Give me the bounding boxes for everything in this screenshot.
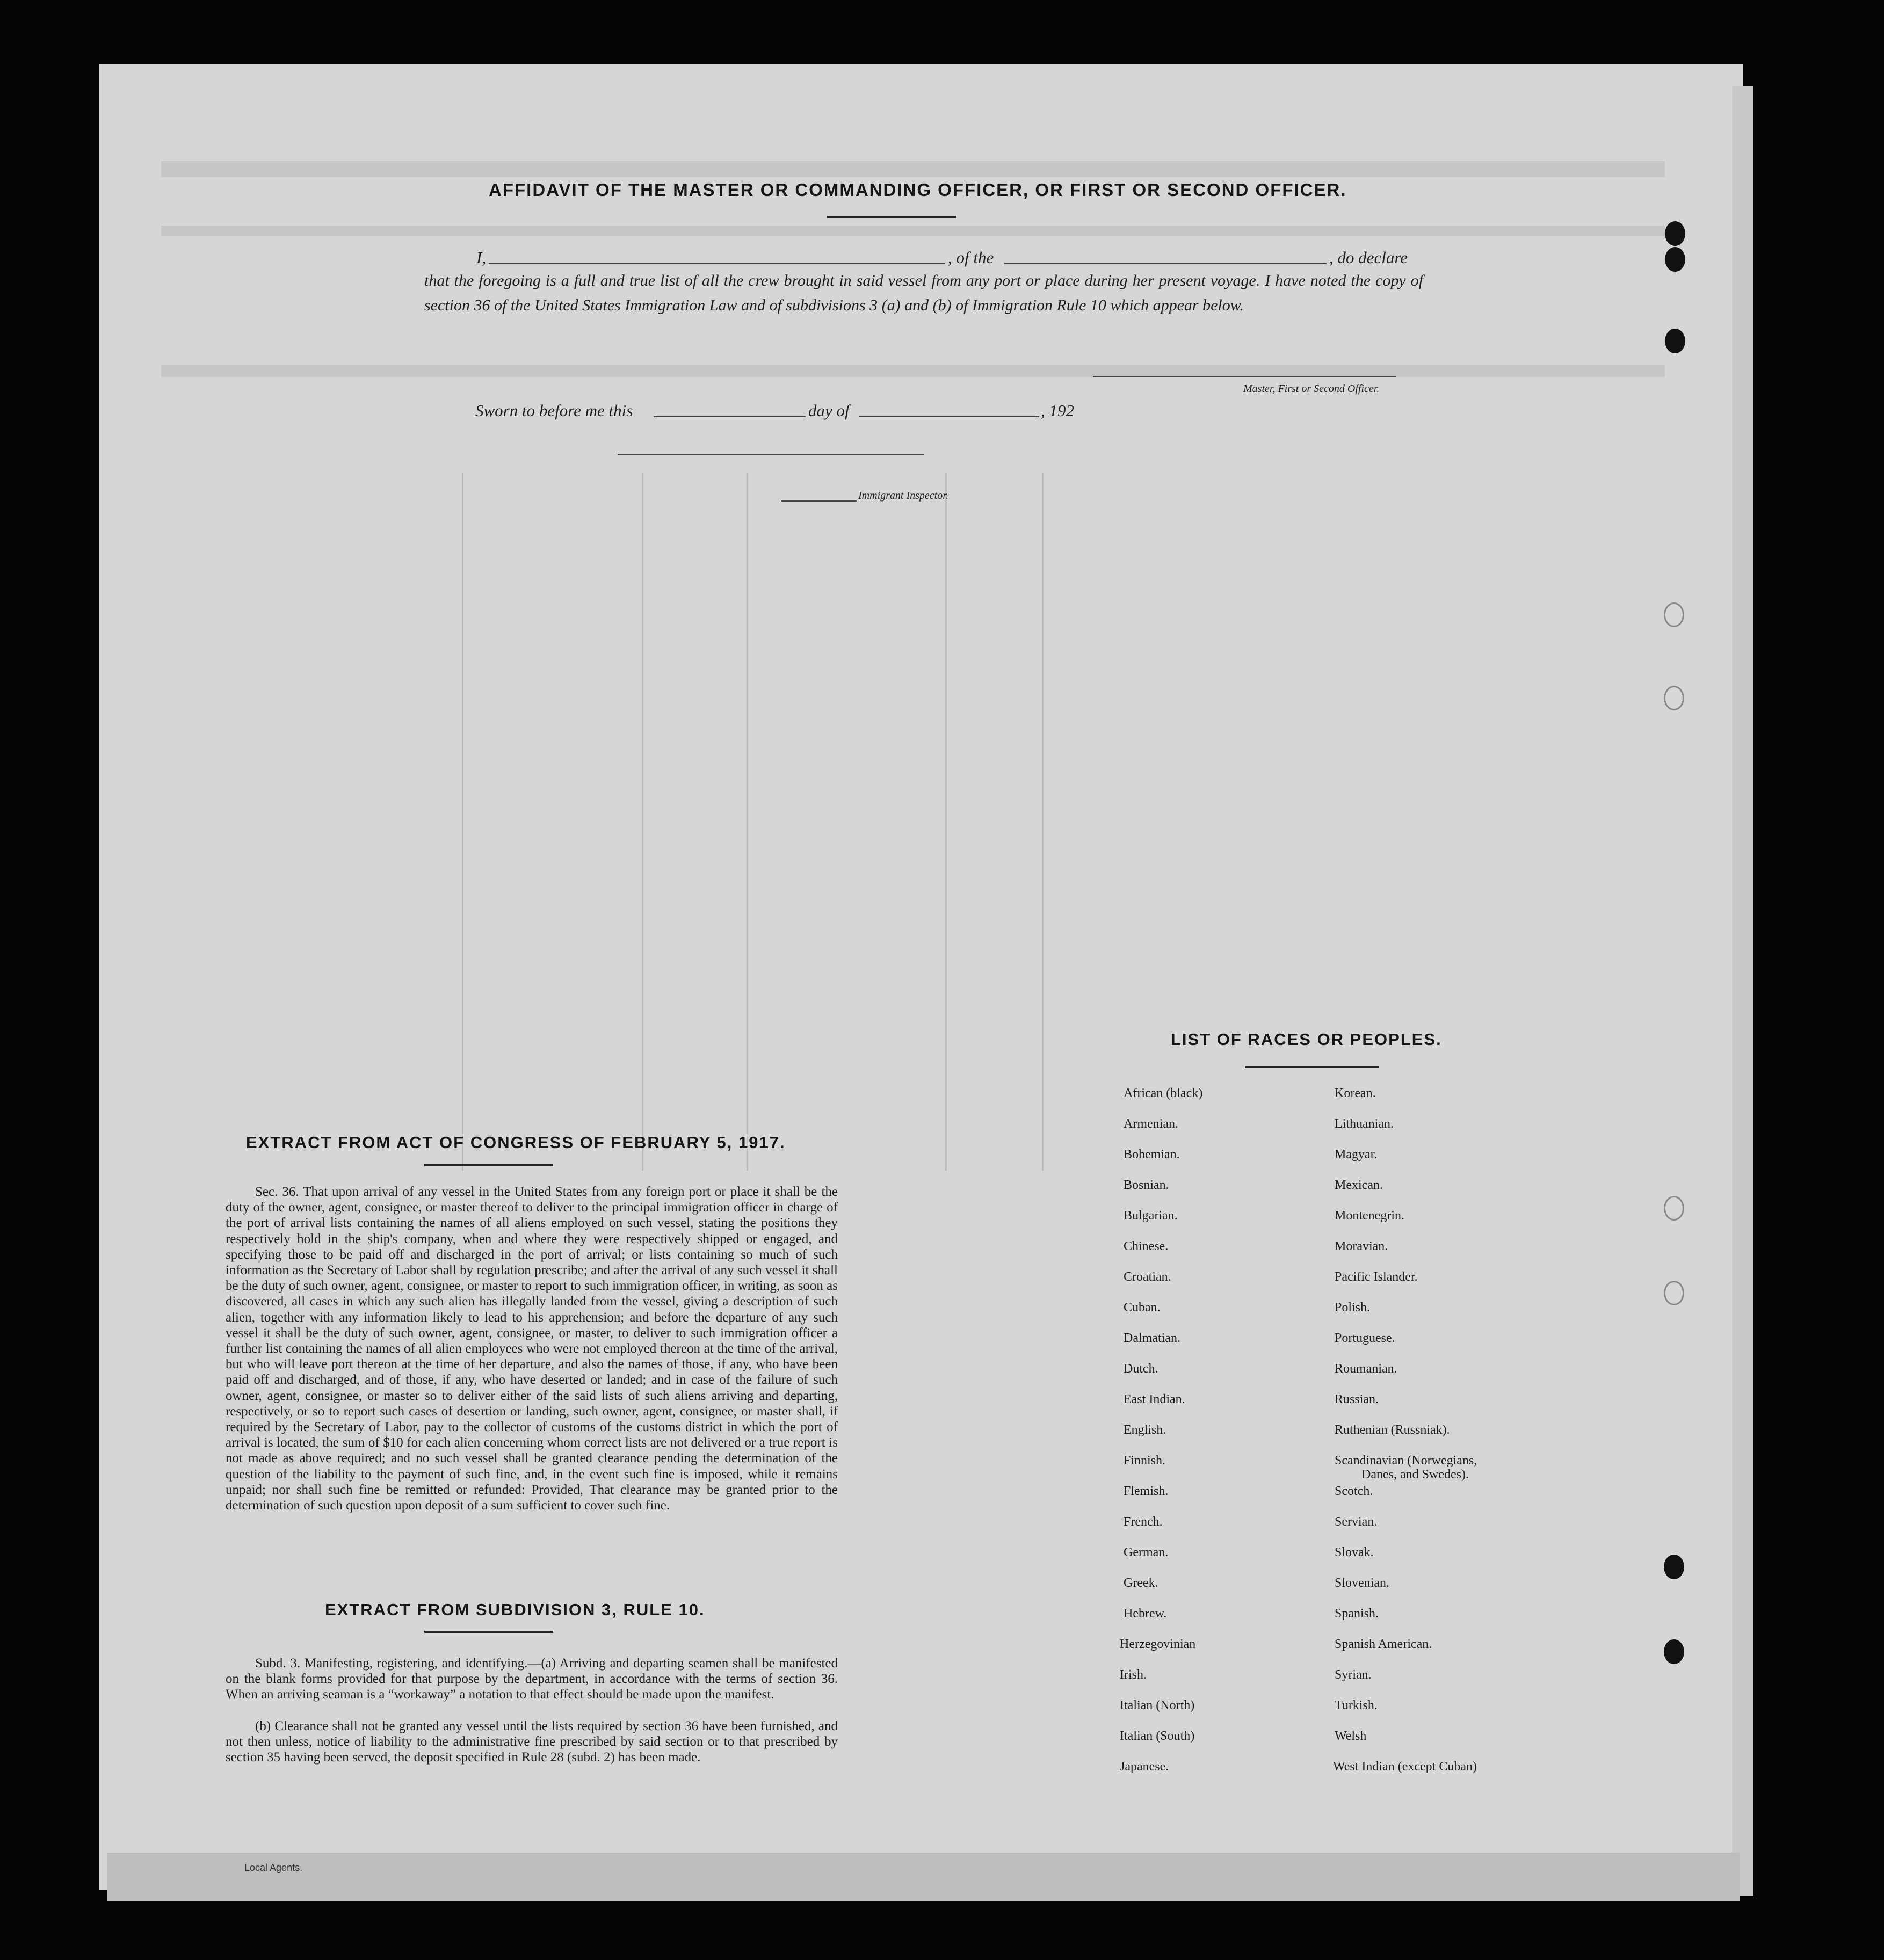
sworn-day: day of xyxy=(808,401,850,420)
race-item: Italian (North) xyxy=(1120,1698,1195,1712)
local-agents-label: Local Agents. xyxy=(244,1862,303,1873)
race-item: Montenegrin. xyxy=(1335,1209,1404,1223)
race-item: Chinese. xyxy=(1124,1239,1169,1253)
race-item: Bohemian. xyxy=(1124,1148,1180,1162)
race-item: English. xyxy=(1124,1423,1166,1437)
rule-title-underline xyxy=(424,1631,553,1633)
race-item: Roumanian. xyxy=(1335,1362,1397,1376)
affidavit-i: I, xyxy=(476,248,487,267)
race-item: East Indian. xyxy=(1124,1392,1185,1406)
race-item: Dutch. xyxy=(1124,1362,1158,1376)
race-item: Ruthenian (Russniak). xyxy=(1335,1423,1450,1437)
race-item: Scandinavian (Norwegians, xyxy=(1335,1454,1477,1468)
inspector-name-line[interactable] xyxy=(781,500,857,502)
binder-hole xyxy=(1665,329,1685,353)
race-item: Bosnian. xyxy=(1124,1178,1169,1192)
sheet-edge xyxy=(1732,86,1753,1896)
race-item: Welsh xyxy=(1335,1729,1367,1743)
race-item: Cuban. xyxy=(1124,1301,1161,1315)
race-item: Pacific Islander. xyxy=(1335,1270,1418,1284)
bleed-through-header xyxy=(161,226,1665,236)
name-blank[interactable] xyxy=(489,263,945,264)
race-item: Bulgarian. xyxy=(1124,1209,1178,1223)
vessel-blank[interactable] xyxy=(1004,263,1327,264)
rule-title: EXTRACT FROM SUBDIVISION 3, RULE 10. xyxy=(325,1600,705,1619)
race-item: Spanish. xyxy=(1335,1607,1379,1621)
race-item: Magyar. xyxy=(1335,1148,1378,1162)
sworn-month-blank[interactable] xyxy=(859,416,1039,417)
race-item: Lithuanian. xyxy=(1335,1117,1394,1131)
affidavit-declare: , do declare xyxy=(1329,248,1408,267)
race-item: German. xyxy=(1124,1545,1169,1559)
act-section-36-text: Sec. 36. That upon arrival of any vessel in the United States from any foreign port or place it shall be the duty of the owner, agent, consignee, or master thereof to deliver to the principal immigration officer in charge of the port of arrival lists containing the names of all aliens employed on such vessel, stating the positions they respectively hold in the ship's company, when and where they were respectively shipped or engaged, and specifying those to be paid off and discharged in the port of arrival; or lists containing so much of such information as the Secretary of Labor shall by regulation prescribe; and after the arrival of any such vessel it shall be the duty of such owner, agent, consignee, or master to report to such immigration officer, in writing, as soon as discovered, all cases in which any such alien has illegally landed from the vessel, giving a description of such alien, together with any information likely to lead to his apprehension; and before the departure of any such vessel it shall be the duty of such owner, agent, consignee, or master, to deliver to such immigration officer a further list containing the names of all alien employees who were not employed thereon at the time of the arrival, but who will leave port thereon at the time of her departure, and also the names of those, if any, who have been paid off and discharged, and of those, if any, who have deserted or landed; and in case of the failure of such owner, agent, consignee, or master so to deliver either of the said lists of such aliens arriving and departing, respectively, or so to report such cases of desertion or landing, such owner, agent, consignee, or master shall, if required by the Secretary of Labor, pay to the collector of customs of the customs district in which the port of arrival is located, the sum of $10 for each alien concerning whom correct lists are not delivered or a true report is not made as above required; and no such vessel shall be granted clearance pending the determination of the question of the liability to the payment of such fine, and, in the event such fine is imposed, while it remains unpaid; nor shall such fine be remitted or refunded: Provided, That clearance may be granted prior to the determination of such question upon deposit of a sum sufficient to cover such fine. xyxy=(226,1185,838,1513)
race-item: Herzegovinian xyxy=(1120,1637,1196,1651)
race-item: Croatian. xyxy=(1124,1270,1171,1284)
rule-para-b: (b) Clearance shall not be granted any vessel until the lists required by section 36 have been furnished, and not then unless, notice of liability to the administrative fine prescribed by said section or to that prescribed by section 35 having been served, the deposit specified in Rule 28 (subd. 2) has been made. xyxy=(226,1719,838,1765)
race-item: Portuguese. xyxy=(1335,1331,1395,1345)
master-signature-line[interactable] xyxy=(1093,376,1396,377)
inspector-signature-line[interactable] xyxy=(618,454,924,455)
bleed-through-column xyxy=(945,473,947,1171)
race-item: Japanese. xyxy=(1120,1760,1169,1774)
race-item: Armenian. xyxy=(1124,1117,1178,1131)
race-item: Irish. xyxy=(1120,1668,1147,1682)
race-item: Turkish. xyxy=(1335,1698,1378,1712)
title-underline xyxy=(827,216,956,218)
rule-para-a: Subd. 3. Manifesting, registering, and identifying.—(a) Arriving and departing seamen shall be manifested on the blank forms provided for that purpose by the department, in accordance with the terms of section 36. When an arriving seaman is a “workaway” a notation to that effect should be made upon the manifest. xyxy=(226,1656,838,1702)
bleed-through-column xyxy=(1042,473,1044,1171)
races-title: LIST OF RACES OR PEOPLES. xyxy=(1171,1030,1442,1049)
race-item: Flemish. xyxy=(1124,1484,1169,1498)
race-item: Moravian. xyxy=(1335,1239,1388,1253)
bleed-through-column xyxy=(462,473,463,1171)
race-item: West Indian (except Cuban) xyxy=(1333,1760,1477,1774)
bleed-through-column xyxy=(747,473,748,1171)
sheet-edge-bottom xyxy=(107,1853,1740,1901)
race-item: Scotch. xyxy=(1335,1484,1373,1498)
race-item: Slovak. xyxy=(1335,1545,1374,1559)
bleed-through-header xyxy=(161,365,1665,377)
race-item: Hebrew. xyxy=(1124,1607,1167,1621)
binder-hole xyxy=(1664,686,1684,710)
bleed-through-column xyxy=(642,473,643,1171)
binder-hole xyxy=(1664,1196,1684,1221)
affidavit-of-the: , of the xyxy=(948,248,994,267)
race-item-continuation: Danes, and Swedes). xyxy=(1361,1468,1469,1482)
race-item: Syrian. xyxy=(1335,1668,1372,1682)
sworn-year: , 192 xyxy=(1041,401,1074,420)
binder-hole xyxy=(1664,1281,1684,1305)
race-item: Polish. xyxy=(1335,1301,1371,1315)
binder-hole xyxy=(1664,1555,1684,1579)
race-item: Greek. xyxy=(1124,1576,1158,1590)
race-item: Slovenian. xyxy=(1335,1576,1389,1590)
act-title: EXTRACT FROM ACT OF CONGRESS OF FEBRUARY 5, 1917. xyxy=(246,1133,786,1152)
race-item: Russian. xyxy=(1335,1392,1379,1406)
master-label: Master, First or Second Officer. xyxy=(1243,383,1380,395)
act-title-underline xyxy=(424,1164,553,1166)
race-item: Spanish American. xyxy=(1335,1637,1432,1651)
races-title-underline xyxy=(1245,1066,1379,1068)
bleed-through-header xyxy=(161,161,1665,177)
binder-hole xyxy=(1665,247,1685,272)
affidavit-title: AFFIDAVIT OF THE MASTER OR COMMANDING OFFICER, OR FIRST OR SECOND OFFICER. xyxy=(489,180,1347,200)
race-item: Mexican. xyxy=(1335,1178,1383,1192)
binder-hole xyxy=(1664,602,1684,627)
race-item: French. xyxy=(1124,1515,1163,1529)
race-item: African (black) xyxy=(1124,1086,1203,1100)
binder-hole xyxy=(1664,1639,1684,1664)
race-item: Italian (South) xyxy=(1120,1729,1195,1743)
inspector-label: Immigrant Inspector. xyxy=(858,490,948,502)
sworn-prefix: Sworn to before me this xyxy=(475,401,633,420)
race-item: Korean. xyxy=(1335,1086,1376,1100)
race-item: Dalmatian. xyxy=(1124,1331,1180,1345)
race-item: Finnish. xyxy=(1124,1454,1166,1468)
binder-hole xyxy=(1665,221,1685,246)
sworn-day-blank[interactable] xyxy=(654,416,806,417)
race-item: Servian. xyxy=(1335,1515,1378,1529)
affidavit-body: that the foregoing is a full and true list of all the crew brought in said vessel from any port or place during her present voyage. I have noted the copy of section 36 of the United States Immigration Law and of subdivisions 3 (a) and (b) of Immigration Rule 10 which appear below. xyxy=(424,272,1423,314)
